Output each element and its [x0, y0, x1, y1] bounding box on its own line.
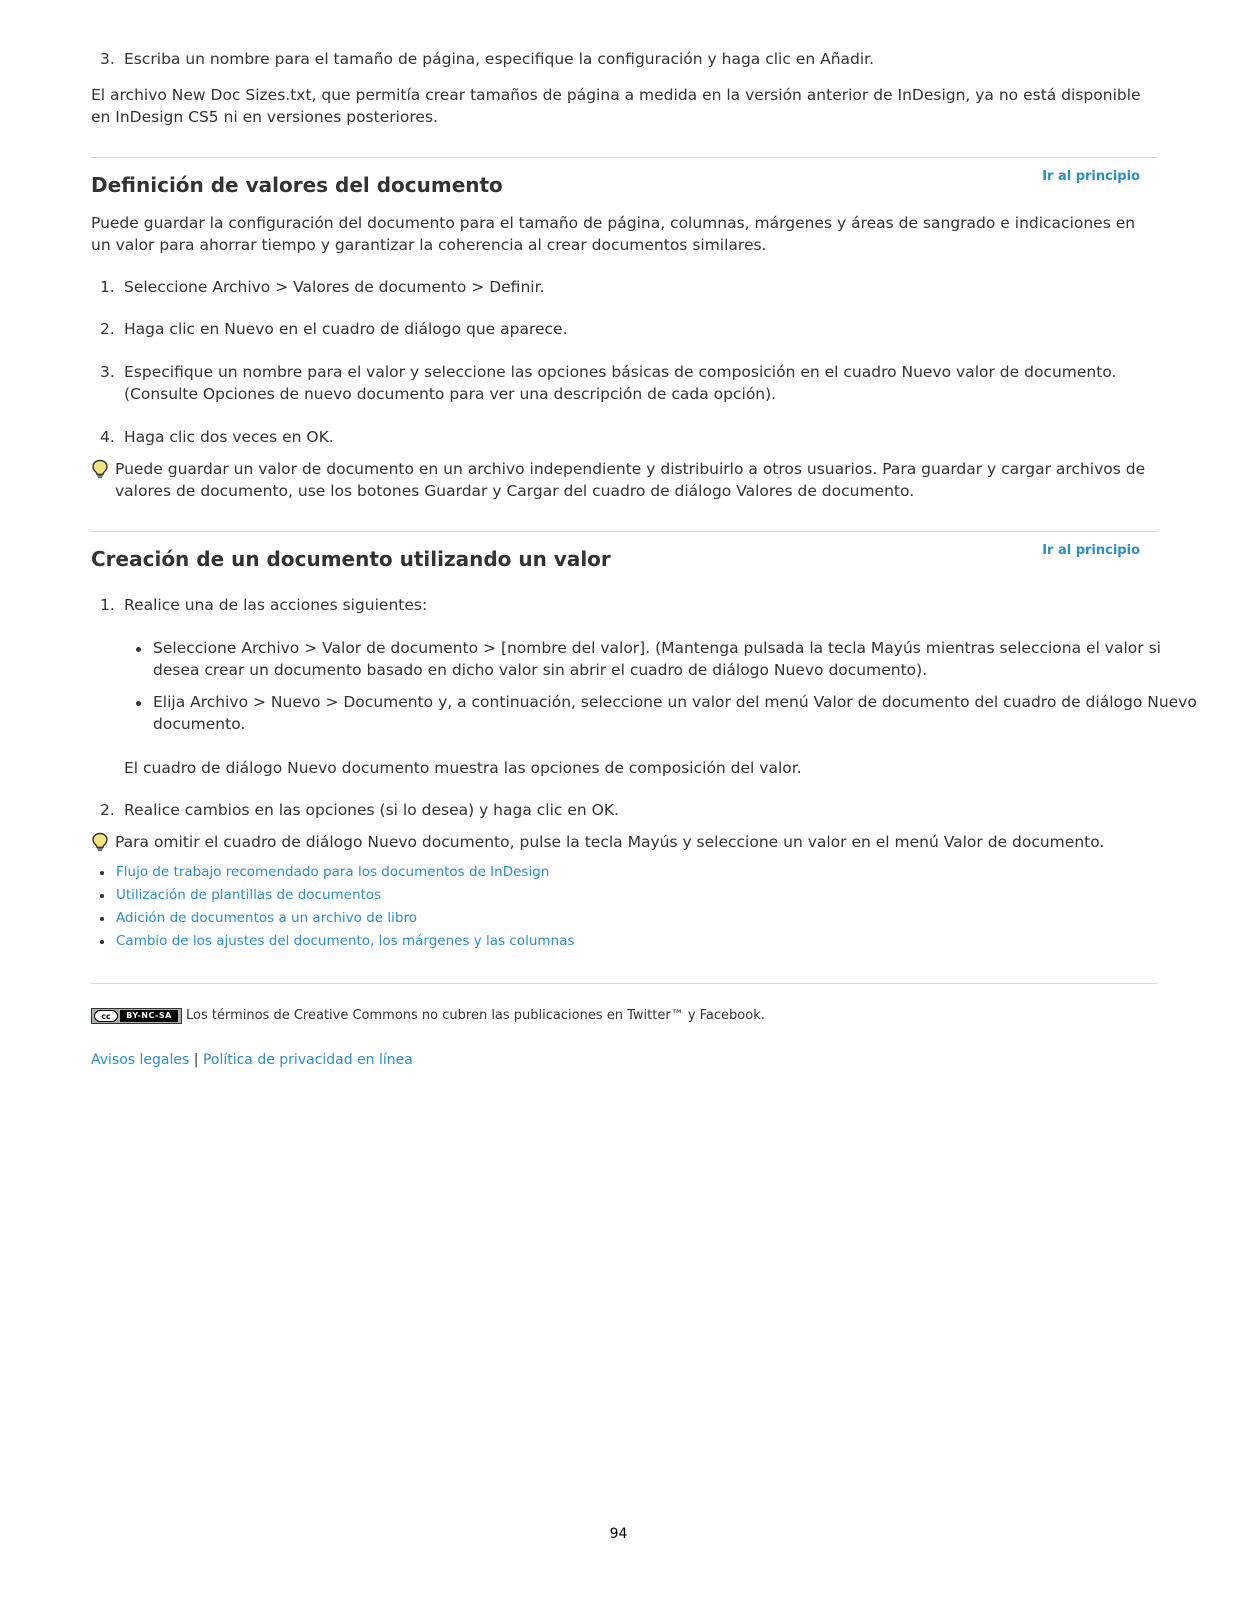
list-item — [91, 361, 1157, 405]
bullet-icon — [100, 940, 104, 944]
list-item — [91, 885, 1157, 908]
list-item — [91, 637, 1203, 681]
lightbulb-icon — [91, 459, 109, 485]
list-item — [91, 318, 1190, 340]
cc-license-note — [91, 1007, 1157, 1025]
cc-logo: cc — [94, 1010, 118, 1022]
bullet-icon — [100, 894, 104, 898]
footer-links — [91, 1049, 413, 1071]
step-text: Haga clic en Nuevo en el cuadro de diálogo que aparece. — [124, 320, 568, 338]
cc-badge-label: BY-NC-SA — [120, 1010, 178, 1022]
section-title: Definición de valores del documento — [91, 173, 503, 197]
bullet-text: Seleccione Archivo > Valor de documento > [nombre del valor]. (Mantenga pulsada la tecla Mayús mientras selecciona el valor si desea crear un documento basado en dicho valor sin abrir el cuadro de diálogo Nuevo documento). — [153, 639, 1161, 679]
footer-divider — [91, 983, 1157, 984]
step-number: 2. — [100, 801, 115, 819]
step-number: 3. — [100, 50, 115, 68]
step-text: Realice cambios en las opciones (si lo desea) y haga clic en OK. — [124, 801, 619, 819]
footer-separator: | — [193, 1052, 199, 1068]
back-to-top-link[interactable]: Ir al principio — [1042, 169, 1140, 184]
tip-note — [91, 458, 1181, 502]
cc-note-text: Los términos de Creative Commons no cubren las publicaciones en Twitter™ y Facebook. — [186, 1008, 765, 1023]
bullet-icon — [136, 647, 141, 652]
step-number: 1. — [100, 278, 115, 296]
related-links-list — [91, 862, 1157, 954]
section-divider — [91, 157, 1157, 158]
step-text: Seleccione Archivo > Valores de documento > Definir. — [124, 278, 545, 296]
section-intro: Puede guardar la configuración del documento para el tamaño de página, columnas, márgenes y áreas de sangrado e indicaciones en un valor para ahorrar tiempo y garantizar la coherencia al crear documentos similares. — [91, 214, 1136, 254]
list-item — [91, 799, 1190, 821]
step-text: Haga clic dos veces en OK. — [124, 428, 334, 446]
bullet-icon — [136, 701, 141, 706]
bullet-icon — [100, 871, 104, 875]
section-title: Creación de un documento utilizando un valor — [91, 547, 611, 571]
lightbulb-icon — [91, 832, 109, 858]
step-number: 1. — [100, 596, 115, 614]
step-text: Especifique un nombre para el valor y seleccione las opciones básicas de composición en el cuadro Nuevo valor de documento. (Consulte Opciones de nuevo documento para ver una descripción de cada opción). — [124, 363, 1117, 403]
related-link[interactable]: Flujo de trabajo recomendado para los documentos de InDesign — [116, 864, 550, 880]
step-number: 3. — [100, 363, 115, 381]
related-link[interactable]: Utilización de plantillas de documentos — [116, 887, 382, 903]
step-text: Escriba un nombre para el tamaño de página, especifique la configuración y haga clic en Añadir. — [124, 50, 875, 68]
tip-text: Puede guardar un valor de documento en un archivo independiente y distribuirlo a otros usuarios. Para guardar y cargar archivos de valores de documento, use los botones Guardar y Cargar del cuadro de diálogo Valores de documento. — [115, 460, 1146, 500]
intro-step-3 — [91, 48, 1211, 70]
tip-text: Para omitir el cuadro de diálogo Nuevo documento, pulse la tecla Mayús y seleccione un valor en el menú Valor de documento. — [115, 833, 1105, 851]
section-divider — [91, 531, 1157, 532]
bullet-icon — [100, 917, 104, 921]
step-text: Realice una de las acciones siguientes: — [124, 596, 428, 614]
related-link[interactable]: Adición de documentos a un archivo de libro — [116, 910, 417, 926]
list-item — [91, 276, 1190, 298]
list-item — [91, 594, 1190, 616]
page-number: 94 — [609, 1526, 628, 1542]
list-item — [91, 691, 1203, 735]
step-number: 4. — [100, 428, 115, 446]
legal-notices-link[interactable]: Avisos legales — [91, 1052, 190, 1068]
list-item — [91, 862, 1157, 885]
list-item — [91, 931, 1157, 954]
intro-note: El archivo New Doc Sizes.txt, que permitía crear tamaños de página a medida en la versión anterior de InDesign, ya no está disponible en InDesign CS5 ni en versiones posteriores. — [91, 86, 1141, 126]
step-number: 2. — [100, 320, 115, 338]
creative-commons-badge-icon[interactable] — [91, 1008, 182, 1024]
list-item — [91, 908, 1157, 931]
back-to-top-link[interactable]: Ir al principio — [1042, 543, 1140, 558]
privacy-policy-link[interactable]: Política de privacidad en línea — [202, 1052, 413, 1068]
bullet-text: Elija Archivo > Nuevo > Documento y, a continuación, seleccione un valor del menú Valor de documento del cuadro de diálogo Nuevo documento. — [153, 693, 1197, 733]
tip-note — [91, 831, 1181, 853]
step-note: El cuadro de diálogo Nuevo documento muestra las opciones de composición del valor. — [124, 759, 802, 777]
list-item — [91, 426, 1190, 448]
related-link[interactable]: Cambio de los ajustes del documento, los márgenes y las columnas — [116, 933, 575, 949]
